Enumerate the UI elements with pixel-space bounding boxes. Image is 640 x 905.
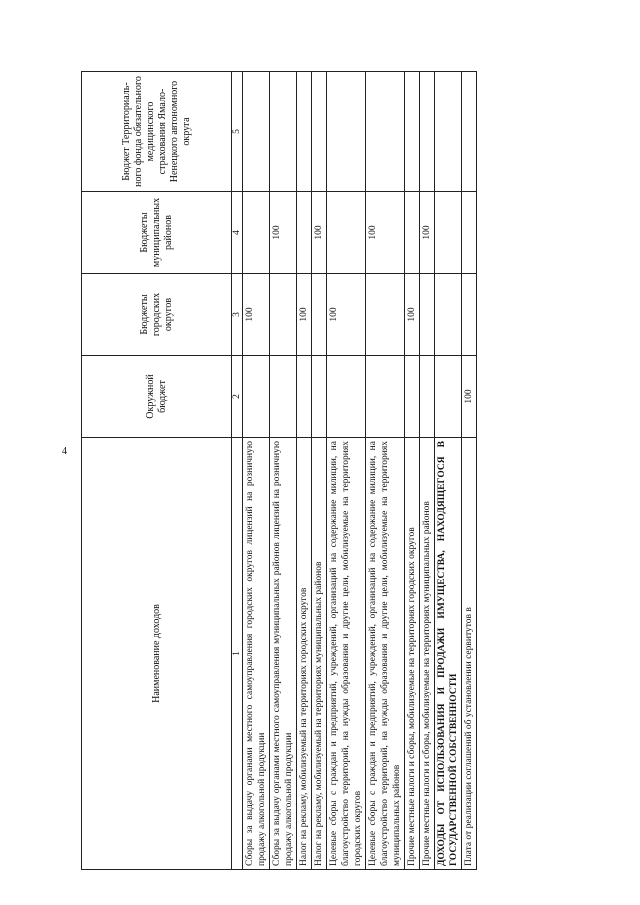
value-fund: [405, 72, 420, 192]
table-row: [462, 72, 477, 870]
table-row: [297, 72, 312, 870]
value-okrug: [327, 356, 366, 438]
revenue-name: Плата от реализации соглашений об установлении сервитутов в: [462, 438, 477, 870]
value-fund: [420, 72, 435, 192]
value-district: [327, 192, 366, 274]
column-number: 2: [232, 356, 243, 438]
revenue-name: Сборы за выдачу органами местного самоуправления муниципальных районов лицензий на розничную продажу алкогольной продукции: [270, 438, 297, 870]
value-district: 100: [420, 192, 435, 274]
header-revenue-name: Наименование доходов: [82, 438, 232, 870]
revenue-name: Налог на рекламу, мобилизуемый на территориях городских округов: [297, 438, 312, 870]
value-okrug: 100: [462, 356, 477, 438]
value-fund: [462, 72, 477, 192]
header-city-budgets: Бюджеты городских округов: [82, 274, 232, 356]
revenue-distribution-table: [81, 71, 477, 870]
value-okrug: [405, 356, 420, 438]
value-fund: [243, 72, 270, 192]
column-number: 1: [232, 438, 243, 870]
table-row: [270, 72, 297, 870]
revenue-name: Налог на рекламу, мобилизуемый на территориях муниципальных районов: [312, 438, 327, 870]
value-city: [462, 274, 477, 356]
value-okrug: [435, 356, 462, 438]
column-number: 4: [232, 192, 243, 274]
value-fund: [270, 72, 297, 192]
value-okrug: [312, 356, 327, 438]
value-district: [435, 192, 462, 274]
table-row: [312, 72, 327, 870]
value-okrug: [366, 356, 405, 438]
revenue-name: ДОХОДЫ ОТ ИСПОЛЬЗОВАНИЯ И ПРОДАЖИ ИМУЩЕСТВА, НАХОДЯЩЕГОСЯ В ГОСУДАРСТВЕННОЙ СОБСТВЕННОСТИ: [435, 438, 462, 870]
value-okrug: [270, 356, 297, 438]
value-district: 100: [366, 192, 405, 274]
value-district: [243, 192, 270, 274]
value-city: [435, 274, 462, 356]
value-fund: [312, 72, 327, 192]
revenue-name: Прочие местные налоги и сборы, мобилизуемые на территориях городских округов: [405, 438, 420, 870]
table-row: [243, 72, 270, 870]
revenue-name: Целевые сборы с граждан и предприятий, учреждений, организаций на содержание милиции, на благоустройство территорий, на нужды образования и другие цели, мобилизуемые на территориях муниципальных районов: [366, 438, 405, 870]
table-row-section-heading: [435, 72, 462, 870]
value-fund: [327, 72, 366, 192]
value-city: 100: [297, 274, 312, 356]
value-city: [420, 274, 435, 356]
value-city: 100: [327, 274, 366, 356]
value-district: [297, 192, 312, 274]
rotated-page: [81, 72, 593, 870]
value-fund: [297, 72, 312, 192]
page-number: 4: [62, 446, 67, 457]
header-medical-fund-budget: Бюджет Территориаль-ного фонда обязательного медицинского страхования Ямало-Ненецкого автономного округа: [82, 72, 232, 192]
value-district: 100: [312, 192, 327, 274]
value-fund: [435, 72, 462, 192]
column-number-row: [232, 72, 243, 870]
header-district-budgets: Бюджеты муниципальных районов: [82, 192, 232, 274]
value-district: 100: [270, 192, 297, 274]
value-okrug: [420, 356, 435, 438]
value-city: 100: [243, 274, 270, 356]
value-city: [312, 274, 327, 356]
column-number: 5: [232, 72, 243, 192]
value-district: [405, 192, 420, 274]
header-okrug-budget: Окружной бюджет: [82, 356, 232, 438]
value-city: 100: [405, 274, 420, 356]
table-row: [327, 72, 366, 870]
revenue-name: Целевые сборы с граждан и предприятий, учреждений, организаций на содержание милиции, на благоустройство территорий, на нужды образования и другие цели, мобилизуемые на территориях городских округов: [327, 438, 366, 870]
table-row: [405, 72, 420, 870]
table-row: [420, 72, 435, 870]
value-okrug: [297, 356, 312, 438]
value-district: [462, 192, 477, 274]
table-row: [366, 72, 405, 870]
value-fund: [366, 72, 405, 192]
revenue-name: Прочие местные налоги и сборы, мобилизуемые на территориях муниципальных районов: [420, 438, 435, 870]
revenue-name: Сборы за выдачу органами местного самоуправления городских округов лицензий на розничную продажу алкогольной продукции: [243, 438, 270, 870]
value-city: [366, 274, 405, 356]
header-row: [82, 72, 232, 870]
value-okrug: [243, 356, 270, 438]
column-number: 3: [232, 274, 243, 356]
value-city: [270, 274, 297, 356]
